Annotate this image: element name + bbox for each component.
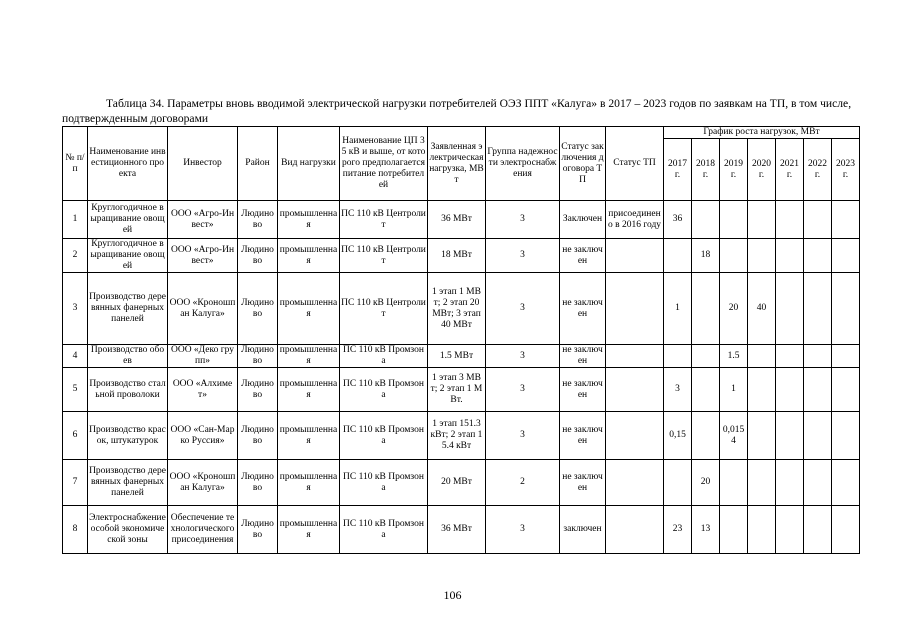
cell-tp-status <box>606 412 664 460</box>
cell-reliability: 3 <box>486 273 560 345</box>
cell-load-type: промышленная <box>278 201 340 239</box>
cell-2021 <box>776 506 804 554</box>
header-year-2020: 2020 г. <box>748 139 776 201</box>
cell-contract-status: не заключен <box>560 345 606 368</box>
header-reliability: Группа надежности электроснабжения <box>486 127 560 201</box>
table-row <box>63 460 860 506</box>
cell-load-type: промышленная <box>278 273 340 345</box>
table-row <box>63 273 860 345</box>
table-row <box>63 201 860 239</box>
header-center: Наименование ЦП 35 кВ и выше, от которого предполагается питание потребителей <box>340 127 428 201</box>
cell-2019: 1.5 <box>720 345 748 368</box>
cell-2020 <box>748 412 776 460</box>
cell-2018 <box>692 412 720 460</box>
cell-2019 <box>720 506 748 554</box>
table-body <box>63 201 860 554</box>
cell-center: ПС 110 кВ Центролит <box>340 201 428 239</box>
cell-2020 <box>748 368 776 412</box>
cell-project: Производство красок, штукатурок <box>88 412 168 460</box>
cell-declared: 18 МВт <box>428 239 486 273</box>
cell-load-type: промышленная <box>278 506 340 554</box>
cell-num: 1 <box>63 201 88 239</box>
cell-tp-status <box>606 368 664 412</box>
cell-tp-status: присоединено в 2016 году <box>606 201 664 239</box>
cell-investor: ООО «Деко групп» <box>168 345 238 368</box>
cell-project: Производство обоев <box>88 345 168 368</box>
cell-2022 <box>804 201 832 239</box>
cell-investor: ООО «Алхимет» <box>168 368 238 412</box>
cell-num: 7 <box>63 460 88 506</box>
cell-investor: ООО «Кроношпан Калуга» <box>168 273 238 345</box>
cell-declared: 36 МВт <box>428 201 486 239</box>
cell-reliability: 3 <box>486 239 560 273</box>
cell-2021 <box>776 460 804 506</box>
cell-reliability: 2 <box>486 460 560 506</box>
cell-num: 8 <box>63 506 88 554</box>
header-district: Район <box>238 127 278 201</box>
cell-2022 <box>804 506 832 554</box>
cell-num: 4 <box>63 345 88 368</box>
cell-district: Людиново <box>238 239 278 273</box>
cell-2023 <box>832 345 860 368</box>
cell-tp-status <box>606 506 664 554</box>
cell-2020 <box>748 239 776 273</box>
cell-project: Производство деревянных фанерных панелей <box>88 460 168 506</box>
cell-2023 <box>832 460 860 506</box>
header-year-2023: 2023 г. <box>832 139 860 201</box>
cell-2018 <box>692 345 720 368</box>
cell-declared: 36 МВт <box>428 506 486 554</box>
cell-num: 2 <box>63 239 88 273</box>
cell-2017: 0,15 <box>664 412 692 460</box>
cell-load-type: промышленная <box>278 460 340 506</box>
cell-tp-status <box>606 239 664 273</box>
cell-tp-status <box>606 460 664 506</box>
cell-2021 <box>776 412 804 460</box>
cell-investor: ООО «Сан-Марко Руссия» <box>168 412 238 460</box>
cell-project: Производство деревянных фанерных панелей <box>88 273 168 345</box>
cell-declared: 1 этап 151.3 кВт; 2 этап 15.4 кВт <box>428 412 486 460</box>
cell-district: Людиново <box>238 412 278 460</box>
cell-district: Людиново <box>238 201 278 239</box>
load-parameters-table <box>62 126 860 554</box>
cell-tp-status <box>606 273 664 345</box>
cell-tp-status <box>606 345 664 368</box>
cell-investor: ООО «Агро-Инвест» <box>168 239 238 273</box>
cell-num: 3 <box>63 273 88 345</box>
cell-2017: 3 <box>664 368 692 412</box>
cell-district: Людиново <box>238 506 278 554</box>
header-year-2019: 2019 г. <box>720 139 748 201</box>
cell-2018 <box>692 201 720 239</box>
header-load-type: Вид нагрузки <box>278 127 340 201</box>
cell-center: ПС 110 кВ Промзона <box>340 345 428 368</box>
cell-2019 <box>720 460 748 506</box>
cell-reliability: 3 <box>486 368 560 412</box>
cell-2017: 1 <box>664 273 692 345</box>
header-declared: Заявленная электрическая нагрузка, МВт <box>428 127 486 201</box>
cell-load-type: промышленная <box>278 412 340 460</box>
cell-load-type: промышленная <box>278 345 340 368</box>
cell-center: ПС 110 кВ Центролит <box>340 239 428 273</box>
table-row <box>63 412 860 460</box>
cell-2020 <box>748 460 776 506</box>
cell-contract-status: не заключен <box>560 368 606 412</box>
cell-2022 <box>804 412 832 460</box>
cell-2019: 0,0154 <box>720 412 748 460</box>
cell-2020 <box>748 201 776 239</box>
cell-center: ПС 110 кВ Центролит <box>340 273 428 345</box>
cell-center: ПС 110 кВ Промзона <box>340 506 428 554</box>
cell-2020 <box>748 506 776 554</box>
cell-2021 <box>776 239 804 273</box>
cell-2023 <box>832 506 860 554</box>
cell-2017: 36 <box>664 201 692 239</box>
cell-2019 <box>720 239 748 273</box>
table-row <box>63 239 860 273</box>
table-header <box>63 127 860 201</box>
cell-num: 6 <box>63 412 88 460</box>
cell-load-type: промышленная <box>278 368 340 412</box>
cell-2021 <box>776 345 804 368</box>
cell-num: 5 <box>63 368 88 412</box>
cell-contract-status: не заключен <box>560 460 606 506</box>
table-row <box>63 345 860 368</box>
cell-2018: 20 <box>692 460 720 506</box>
cell-investor: ООО «Кроношпан Калуга» <box>168 460 238 506</box>
cell-2022 <box>804 460 832 506</box>
cell-reliability: 3 <box>486 506 560 554</box>
cell-2021 <box>776 273 804 345</box>
cell-reliability: 3 <box>486 345 560 368</box>
cell-center: ПС 110 кВ Промзона <box>340 368 428 412</box>
cell-2021 <box>776 201 804 239</box>
cell-2023 <box>832 239 860 273</box>
cell-2018 <box>692 368 720 412</box>
cell-2022 <box>804 273 832 345</box>
cell-2017: 23 <box>664 506 692 554</box>
cell-investor: Обеспечение технологического присоединения <box>168 506 238 554</box>
cell-contract-status: не заключен <box>560 239 606 273</box>
header-year-2021: 2021 г. <box>776 139 804 201</box>
header-year-2022: 2022 г. <box>804 139 832 201</box>
cell-project: Электроснабжение особой экономической зоны <box>88 506 168 554</box>
cell-2021 <box>776 368 804 412</box>
cell-2018 <box>692 273 720 345</box>
cell-reliability: 3 <box>486 201 560 239</box>
cell-center: ПС 110 кВ Промзона <box>340 460 428 506</box>
header-growth: График роста нагрузок, МВт <box>664 127 860 139</box>
cell-2017 <box>664 239 692 273</box>
cell-2017 <box>664 345 692 368</box>
cell-2023 <box>832 412 860 460</box>
cell-load-type: промышленная <box>278 239 340 273</box>
cell-project: Производство стальной проволоки <box>88 368 168 412</box>
cell-district: Людиново <box>238 368 278 412</box>
cell-2017 <box>664 460 692 506</box>
cell-contract-status: не заключен <box>560 412 606 460</box>
cell-2020 <box>748 345 776 368</box>
cell-2020: 40 <box>748 273 776 345</box>
cell-declared: 1 этап 1 МВт; 2 этап 20 МВт; 3 этап 40 МВт <box>428 273 486 345</box>
table-row <box>63 506 860 554</box>
cell-center: ПС 110 кВ Промзона <box>340 412 428 460</box>
cell-district: Людиново <box>238 460 278 506</box>
cell-contract-status: Заключен <box>560 201 606 239</box>
table-row <box>63 368 860 412</box>
cell-2023 <box>832 273 860 345</box>
cell-contract-status: заключен <box>560 506 606 554</box>
cell-2018: 13 <box>692 506 720 554</box>
cell-district: Людиново <box>238 345 278 368</box>
cell-investor: ООО «Агро-Инвест» <box>168 201 238 239</box>
header-year-2018: 2018 г. <box>692 139 720 201</box>
header-tp-status: Статус ТП <box>606 127 664 201</box>
cell-contract-status: не заключен <box>560 273 606 345</box>
cell-2019: 20 <box>720 273 748 345</box>
cell-reliability: 3 <box>486 412 560 460</box>
cell-2023 <box>832 201 860 239</box>
header-contract-status: Статус заключения договора ТП <box>560 127 606 201</box>
header-year-2017: 2017 г. <box>664 139 692 201</box>
cell-declared: 20 МВт <box>428 460 486 506</box>
header-project: Наименование инвестиционного проекта <box>88 127 168 201</box>
header-num: № п/п <box>63 127 88 201</box>
cell-declared: 1.5 МВт <box>428 345 486 368</box>
cell-project: Круглогодичное выращивание овощей <box>88 201 168 239</box>
cell-district: Людиново <box>238 273 278 345</box>
cell-2022 <box>804 368 832 412</box>
cell-2022 <box>804 345 832 368</box>
cell-2019: 1 <box>720 368 748 412</box>
cell-2019 <box>720 201 748 239</box>
header-investor: Инвестор <box>168 127 238 201</box>
cell-project: Круглогодичное выращивание овощей <box>88 239 168 273</box>
page-number: 106 <box>443 588 462 602</box>
cell-2022 <box>804 239 832 273</box>
cell-declared: 1 этап 3 МВт; 2 этап 1 МВт. <box>428 368 486 412</box>
cell-2018: 18 <box>692 239 720 273</box>
cell-2023 <box>832 368 860 412</box>
table-caption: Таблица 34. Параметры вновь вводимой электрической нагрузки потребителей ОЭЗ ППТ «Калуга» в 2017 – 2023 годов по заявкам на ТП, в том числе, подтвержденным договорами <box>62 97 852 125</box>
